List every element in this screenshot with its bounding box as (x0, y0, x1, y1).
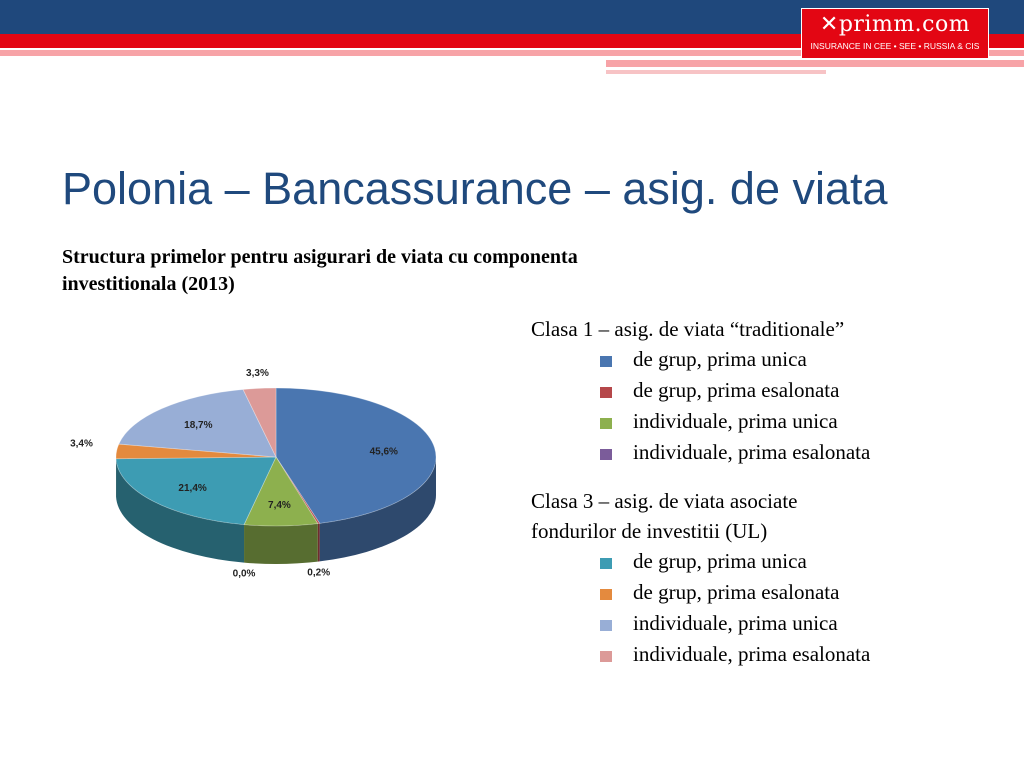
legend-item (531, 375, 1001, 406)
pie-data-label: 45,6% (369, 446, 398, 458)
legend-label: de grup, prima unica (633, 549, 807, 573)
pie-data-label: 7,4% (268, 499, 291, 511)
pie-data-label: 21,4% (178, 483, 207, 495)
xprimm-logo[interactable] (801, 8, 989, 59)
legend-label: individuale, prima esalonata (633, 642, 871, 666)
legend-swatch (600, 589, 612, 600)
header-pink-line-short (606, 60, 1024, 67)
legend-item (531, 608, 1001, 639)
header-pink-line-shorter (606, 70, 826, 74)
chart-subtitle-line-2: investitionala (2013) (62, 273, 235, 295)
legend-swatch (600, 449, 612, 460)
legend-group-title: Clasa 3 – asig. de viata asociate (531, 489, 798, 513)
pie-data-label: 18,7% (184, 420, 213, 432)
legend-label: individuale, prima esalonata (633, 440, 871, 464)
legend-swatch (600, 620, 612, 631)
legend-swatch (600, 418, 612, 429)
legend (531, 314, 1001, 688)
legend-group-1 (531, 314, 1001, 468)
legend-item (531, 546, 1001, 577)
legend-label: individuale, prima unica (633, 409, 838, 433)
legend-label: de grup, prima esalonata (633, 580, 840, 604)
legend-item (531, 437, 1001, 468)
pie-data-label: 3,3% (246, 368, 269, 380)
pie-slice-side (244, 524, 318, 564)
legend-label: de grup, prima esalonata (633, 378, 840, 402)
legend-item (531, 344, 1001, 375)
legend-group-2 (531, 486, 1001, 670)
pie-data-label: 3,4% (70, 438, 93, 450)
pie-data-label: 0,0% (232, 568, 256, 580)
pie-slice-side (318, 523, 320, 561)
chart-subtitle (62, 244, 782, 298)
pie-chart (70, 360, 460, 610)
pie-data-label: 0,2% (307, 567, 331, 579)
logo-wordmark: ✕primm.com (819, 12, 971, 37)
legend-item (531, 639, 1001, 670)
legend-group-title: Clasa 1 – asig. de viata “traditionale” (531, 317, 845, 341)
legend-item (531, 577, 1001, 608)
legend-swatch (600, 387, 612, 398)
legend-swatch (600, 558, 612, 569)
logo-tagline: INSURANCE IN CEE • SEE • RUSSIA & CIS (810, 41, 980, 51)
legend-swatch (600, 356, 612, 367)
legend-label: de grup, prima unica (633, 347, 807, 371)
chart-subtitle-line-1: Structura primelor pentru asigurari de viata cu componenta (62, 246, 578, 268)
legend-swatch (600, 651, 612, 662)
legend-item (531, 406, 1001, 437)
legend-label: individuale, prima unica (633, 611, 838, 635)
legend-group-title: fondurilor de investitii (UL) (531, 519, 768, 543)
page-title: Polonia – Bancassurance – asig. de viata (62, 163, 888, 214)
